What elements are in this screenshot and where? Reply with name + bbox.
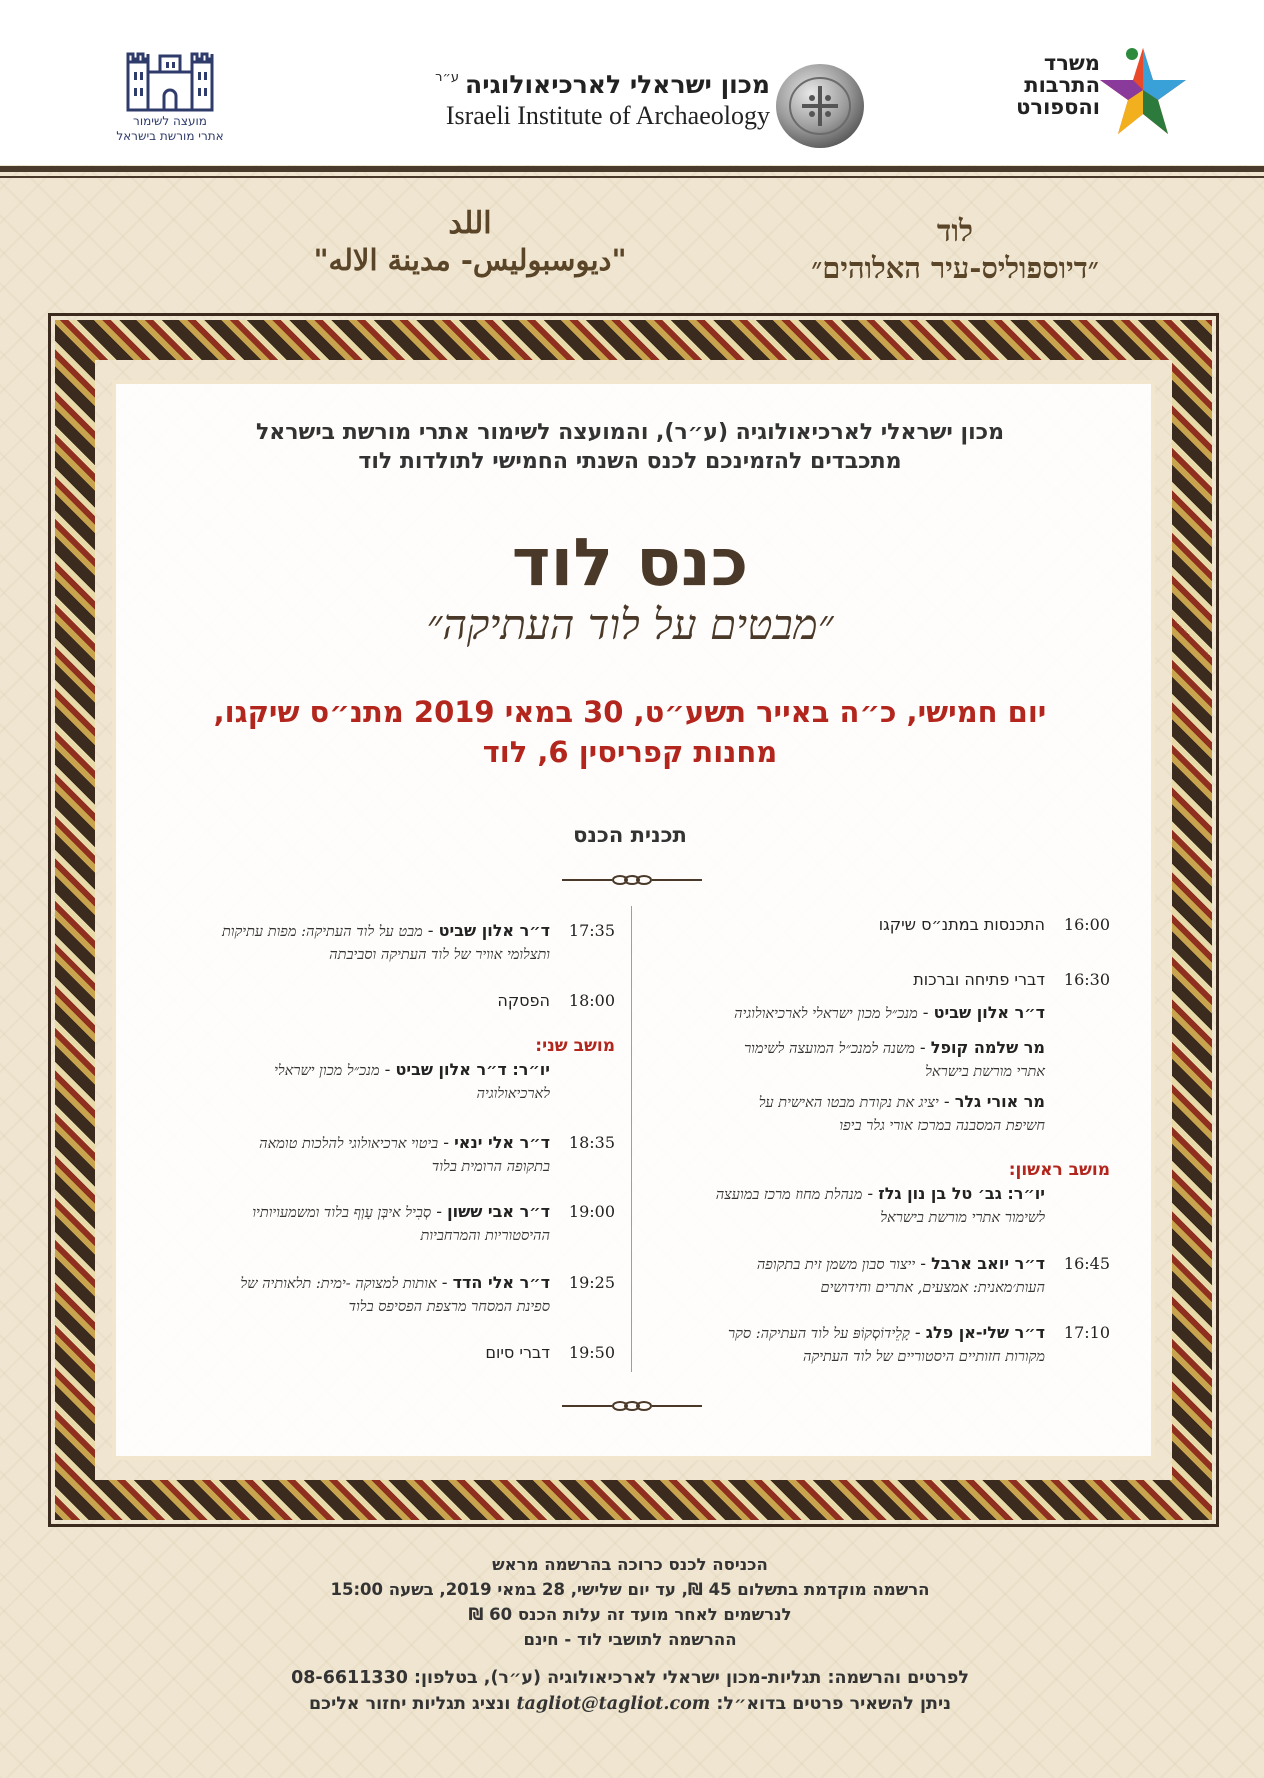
chair-item	[650, 1183, 1045, 1229]
city-ar-name: اللد	[448, 206, 492, 241]
ministry-line-2: התרבות	[1024, 73, 1100, 97]
talk-title: ייצור סבון משמן זית בתקופה	[756, 1257, 916, 1273]
speaker-item	[650, 1002, 1045, 1025]
talk-title-cont: העות׳מאנית: אמצעים, אתרים וחידושים	[820, 1280, 1045, 1296]
item-time: 18:00	[568, 991, 615, 1010]
council-caption-2: אתרי מורשת בישראל	[116, 129, 224, 143]
item-text: דברי פתיחה וברכות	[913, 970, 1045, 989]
speaker-item	[650, 1091, 1045, 1137]
speaker-name: ד״ר אבי ששון	[447, 1202, 550, 1221]
speaker-name: ד״ר אלון שביט	[933, 1003, 1045, 1022]
session-1-label: מושב ראשון:	[1008, 1160, 1110, 1180]
program-item	[160, 1272, 615, 1318]
speaker-line: ד״ר אלון שביט - מנכ״ל מכון ישראלי לארכיאולוגיה	[734, 1003, 1045, 1022]
chair-item	[160, 1059, 550, 1105]
program-item	[160, 1342, 615, 1364]
ministry-logo-text	[1000, 52, 1100, 118]
conference-title: כנס לוד	[511, 524, 749, 601]
date-line-1: יום חמישי, כ״ה באייר תשע״ט, 30 במאי 2019 מתנ״ס שיקגו,	[213, 695, 1047, 729]
talk-line: ד״ר אלי הדד - אותות למצוקה -ימית: תלאותיה של	[240, 1273, 550, 1292]
talk-line: ד״ר שלי-אן פלג - קָלֵידוֹסְקוֹפּ על לוד העתיקה: סקר	[727, 1323, 1045, 1342]
city-name-hebrew	[755, 214, 1155, 286]
program-item	[160, 1201, 615, 1247]
talk-line: ד״ר אלי ינאי - ביטוי ארכיאולוגי להלכות טומאה	[259, 1133, 550, 1152]
talk-line: ד״ר אבי ששון - סְבִיל איבְּן עָוְף בלוד ומשמעויותיו	[252, 1202, 550, 1221]
speaker-role: מנכ״ל מכון ישראלי לארכיאולוגיה	[734, 1006, 918, 1022]
talk-title: מבט על לוד העתיקה: מפות עתיקות	[221, 924, 423, 940]
speaker-name: ד״ר אלי הדד	[452, 1273, 550, 1292]
city-ar-tagline: "ديوسبوليس- مدينة الاله"	[313, 243, 627, 277]
registration-info	[130, 1552, 1130, 1652]
talk-title: סְבִיל איבְּן עָוְף בלוד ומשמעויותיו	[252, 1205, 432, 1221]
contact-email[interactable]: tagliot@tagliot.com	[516, 1694, 711, 1714]
talk-title: קָלֵידוֹסְקוֹפּ על לוד העתיקה: סקר	[727, 1326, 910, 1342]
speaker-name: מר אורי גלר	[954, 1092, 1045, 1111]
speaker-role: יציג את נקודת מבטו האישית על	[758, 1095, 939, 1111]
intro-line-1: מכון ישראלי לארכיאולוגיה (ע״ר), והמועצה לשימור אתרי מורשת בישראל	[255, 420, 1005, 445]
program-item	[160, 920, 615, 966]
intro-text	[130, 418, 1130, 476]
registration-line-3: לנרשמים לאחר מועד זה עלות הכנס 60 ₪	[468, 1605, 792, 1624]
city-he-tagline: ״דיוספוליס-עיר האלוהים״	[811, 251, 1099, 285]
program-item	[650, 914, 1110, 936]
program-item	[650, 1322, 1110, 1368]
contact-info	[130, 1665, 1130, 1717]
talk-line: ד״ר יואב ארבל - ייצור סבון משמן זית בתקופה	[756, 1254, 1045, 1273]
city-he-name: לוד	[936, 214, 974, 249]
conference-subtitle: ״מבטים על לוד העתיקה״	[426, 600, 834, 649]
program-item	[160, 1132, 615, 1178]
ornament-icon	[562, 872, 702, 888]
chair-role-cont: לארכיאולוגיה	[476, 1086, 550, 1102]
contact-line-2: ניתן להשאיר פרטים בדוא״ל: tagliot@tagliot.com ונציג תגליות יחזור אליכם	[308, 1694, 952, 1714]
item-time: 16:30	[1063, 970, 1110, 989]
item-time: 19:25	[568, 1273, 615, 1292]
ministry-line-3: והספורט	[1016, 95, 1100, 119]
date-line-2: מחנות קפריסין 6, לוד	[482, 735, 778, 769]
castle-logo-icon	[122, 42, 218, 114]
item-time: 19:00	[568, 1202, 615, 1221]
speaker-item	[650, 1037, 1045, 1083]
institute-name-en: Israeli Institute of Archaeology	[445, 101, 770, 130]
ornament-icon	[562, 1398, 702, 1414]
coin-icon	[772, 58, 868, 154]
speaker-role-cont: חשיפת המסבנה במרכז אורי גלר ביפו	[839, 1118, 1045, 1134]
item-time: 19:50	[568, 1343, 615, 1362]
speaker-name: ד״ר אלון שביט	[438, 921, 550, 940]
header-rule	[0, 166, 1264, 172]
chair-role: מנכ״ל מכון ישראלי	[274, 1063, 380, 1079]
institute-name-he: מכון ישראלי לארכיאולוגיה$^{ע״ר}$	[435, 70, 770, 99]
item-time: 16:00	[1063, 915, 1110, 934]
registration-line-4: ההרשמה לתושבי לוד - חינם	[523, 1630, 737, 1649]
city-name-arabic	[250, 206, 690, 278]
star-logo-icon	[1098, 44, 1188, 140]
talk-title-cont: בתקופה הרומית בלוד	[431, 1159, 550, 1175]
chair-name: יו״ר: ד״ר אלון שביט	[395, 1060, 550, 1079]
program-title: תכנית הכנס	[573, 823, 687, 847]
institute-abbr: ע״ר	[435, 70, 460, 85]
speaker-name: ד״ר אלי ינאי	[454, 1133, 550, 1152]
registration-line-1: הכניסה לכנס כרוכה בהרשמה מראש	[492, 1555, 768, 1574]
item-time: 18:35	[568, 1133, 615, 1152]
item-time: 17:10	[1063, 1323, 1110, 1342]
speaker-name: ד״ר יואב ארבל	[931, 1254, 1045, 1273]
talk-title-cont: ותצלומי אוויר של לוד העתיקה וסביבתה	[329, 947, 550, 963]
column-divider	[631, 906, 632, 1372]
speaker-line: מר אורי גלר - יציג את נקודת מבטו האישית על	[758, 1092, 1045, 1111]
ministry-line-1: משרד	[1043, 51, 1100, 75]
council-caption-1: מועצה לשימור	[133, 114, 207, 128]
talk-title-cont: ההיסטוריות והמרחביות	[420, 1228, 550, 1244]
program-item	[160, 990, 615, 1012]
item-time: 17:35	[568, 921, 615, 940]
chair-role: מנהלת מחוז מרכז במועצה	[715, 1187, 863, 1203]
registration-line-2: הרשמה מוקדמת בתשלום 45 ₪, עד יום שלישי, 28 במאי 2019, בשעה 15:00	[330, 1580, 930, 1599]
institute-logo-text	[390, 70, 770, 131]
chair-role-cont: לשימור אתרי מורשת בישראל	[880, 1210, 1045, 1226]
intro-line-2: מתכבדים להזמינכם לכנס השנתי החמישי לתולדות לוד	[358, 449, 902, 474]
header-rule-thin	[0, 176, 1264, 178]
item-text: דברי סיום	[485, 1343, 550, 1362]
chair-line: יו״ר: ד״ר אלון שביט - מנכ״ל מכון ישראלי	[274, 1060, 550, 1079]
session-2-label: מושב שני:	[535, 1036, 615, 1056]
speaker-line: מר שלמה קופל - משנה למנכ״ל המועצה לשימור	[744, 1038, 1045, 1057]
item-time: 16:45	[1063, 1254, 1110, 1273]
talk-title-cont: מקורות חזותיים היסטוריים של לוד העתיקה	[802, 1349, 1045, 1365]
council-logo	[105, 42, 235, 144]
talk-title: אותות למצוקה -ימית: תלאותיה של	[240, 1276, 437, 1292]
talk-line: ד״ר אלון שביט - מבט על לוד העתיקה: מפות עתיקות	[221, 921, 550, 940]
talk-title: ביטוי ארכיאולוגי להלכות טומאה	[259, 1136, 439, 1152]
program-item	[650, 1253, 1110, 1299]
contact-line-1: לפרטים והרשמה: תגליות-מכון ישראלי לארכיאולוגיה (ע״ר), בטלפון: 08-6611330	[291, 1668, 969, 1688]
program-item	[650, 969, 1110, 991]
item-text: התכנסות במתנ״ס שיקגו	[878, 915, 1045, 934]
chair-line: יו״ר: גב׳ טל בן נון גלז - מנהלת מחוז מרכז במועצה	[715, 1184, 1045, 1203]
talk-title-cont: ספינת המסחר מרצפת הפסיפס בלוד	[348, 1299, 550, 1315]
chair-name: יו״ר: גב׳ טל בן נון גלז	[878, 1184, 1045, 1203]
speaker-role-cont: אתרי מורשת בישראל	[925, 1064, 1045, 1080]
speaker-role: משנה למנכ״ל המועצה לשימור	[744, 1041, 915, 1057]
item-text: הפסקה	[497, 991, 550, 1010]
speaker-name: ד״ר שלי-אן פלג	[925, 1323, 1045, 1342]
speaker-name: מר שלמה קופל	[930, 1038, 1045, 1057]
date-venue	[130, 692, 1130, 772]
